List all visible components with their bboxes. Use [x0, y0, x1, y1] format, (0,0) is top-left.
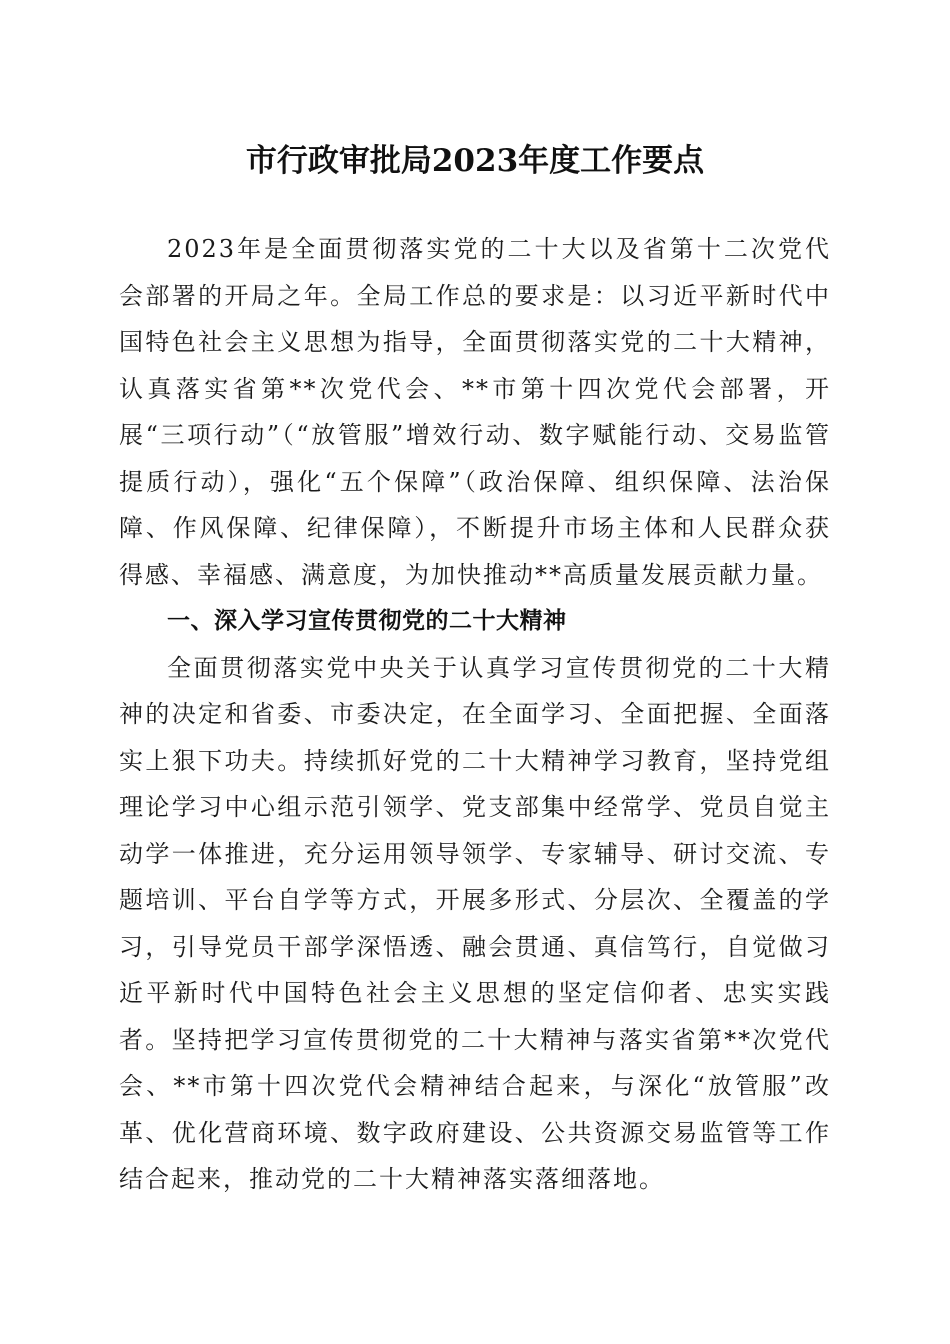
document-title: 市行政审批局2023年度工作要点: [245, 143, 705, 179]
intro-paragraph: 2023年是全面贯彻落实党的二十大以及省第十二次党代会部署的开局之年。全局工作总的要求是：以习近平新时代中国特色社会主义思想为指导，全面贯彻落实党的二十大精神，认真落实省第**次党代会、**市第十四次党代会部署，开展“三项行动”（“放管服”增效行动、数字赋能行动、交易监管提质行动），强化“五个保障”（政治保障、组织保障、法治保障、作风保障、纪律保障），不断提升市场主体和人民群众获得感、幸福感、满意度，为加快推动**高质量发展贡献力量。: [119, 235, 831, 589]
section-heading-1: 一、深入学习宣传贯彻党的二十大精神: [167, 608, 567, 634]
section-paragraph-1: 全面贯彻落实党中央关于认真学习宣传贯彻党的二十大精神的决定和省委、市委决定，在全面学习、全面把握、全面落实上狠下功夫。持续抓好党的二十大精神学习教育，坚持党组理论学习中心组示范引领学、党支部集中经常学、党员自觉主动学一体推进，充分运用领导领学、专家辅导、研讨交流、专题培训、平台自学等方式，开展多形式、分层次、全覆盖的学习，引导党员干部学深悟透、融会贯通、真信笃行，自觉做习近平新时代中国特色社会主义思想的坚定信仰者、忠实实践者。坚持把学习宣传贯彻党的二十大精神与落实省第**次党代会、**市第十四次党代会精神结合起来，与深化“放管服”改革、优化营商环境、数字政府建设、公共资源交易监管等工作结合起来，推动党的二十大精神落实落细落地。: [119, 653, 831, 1193]
document-body: [119, 226, 831, 1203]
